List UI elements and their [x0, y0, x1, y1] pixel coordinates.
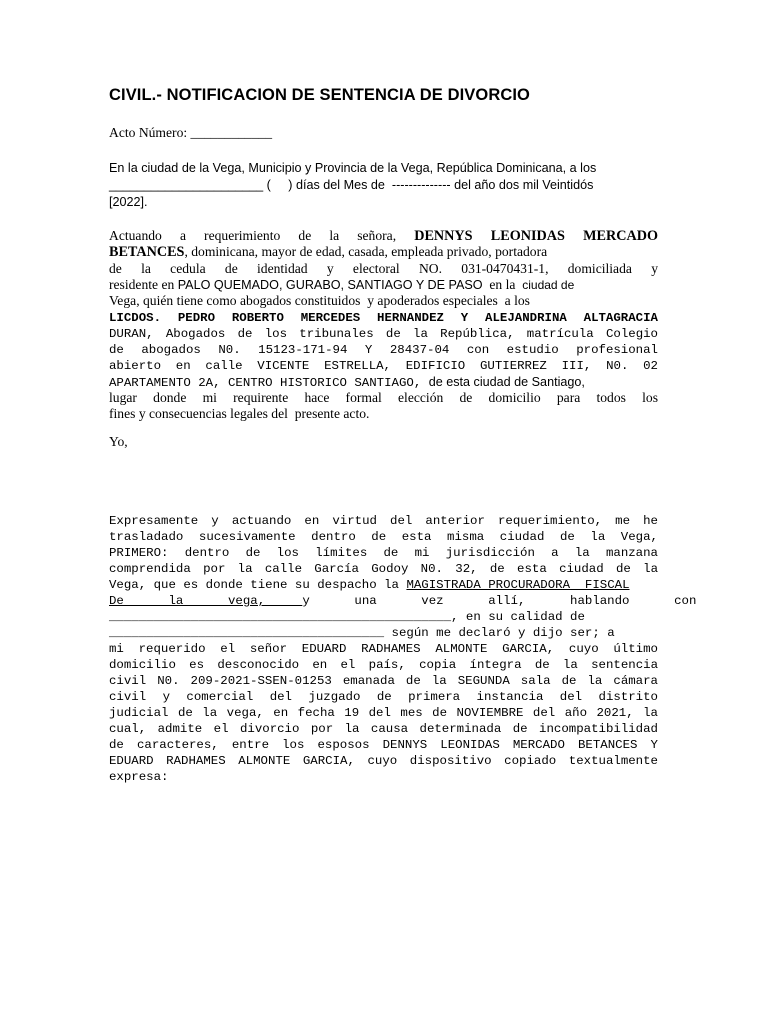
req-line-7	[109, 326, 658, 342]
tras-line-7	[109, 609, 585, 625]
req-line-2	[109, 244, 547, 260]
tras-line-10: domicilio es desconocido en el país, copia íntegra de la sentencia	[109, 658, 658, 672]
document-title: CIVIL.- NOTIFICACION DE SENTENCIA DE DIVORCIO	[109, 86, 530, 104]
tras-line-1: Expresamente y actuando en virtud del anterior requerimiento, me he	[109, 514, 658, 528]
tras-line-9: mi requerido el señor EDUARD RADHAMES ALMONTE GARCIA, cuyo último	[109, 642, 658, 656]
tras-line-6-b: y una vez allí, hablando con	[302, 594, 697, 608]
tras-line-14: cual, admite el divorcio por la causa determinada de incompatibilidad	[109, 722, 658, 736]
req-line-8: de abogados N0. 15123-171-94 Y 28437-04 con estudio profesional	[109, 343, 658, 357]
req-line-10-b: de esta ciudad de Santiago,	[428, 375, 585, 389]
acto-number-line: Acto Número: ____________	[109, 125, 273, 140]
yo-line: Yo,	[109, 434, 128, 449]
tras-line-11: civil N0. 209-2021-SSEN-01253 emanada de la SEGUNDA sala de la cámara	[109, 674, 658, 688]
tras-line-7-b: , en su calidad de	[451, 610, 585, 624]
tras-line-15: de caracteres, entre los esposos DENNYS LEONIDAS MERCADO BETANCES Y	[109, 738, 658, 752]
requirente-name: DENNYS LEONIDAS MERCADO	[414, 228, 658, 244]
req-address: PALO QUEMADO, GURABO, SANTIAGO Y DE PASO	[177, 278, 483, 292]
tras-line-13: judicial de la vega, en fecha 19 del mes de NOVIEMBRE del año 2021, la	[109, 706, 658, 720]
req-line-4-c: en la	[489, 277, 516, 292]
tras-line-2: trasladado sucesivamente dentro de esta misma ciudad de la Vega,	[109, 530, 658, 544]
intro-line-1: En la ciudad de la Vega, Municipio y Provincia de la Vega, República Dominicana, a los	[109, 161, 597, 175]
req-line-4	[109, 277, 574, 293]
tras-line-16: EDUARD RADHAMES ALMONTE GARCIA, cuyo dispositivo copiado textualmente	[109, 754, 658, 768]
req-line-10	[109, 374, 585, 391]
tras-line-5	[109, 577, 630, 593]
calidad-blank: _____________________________________	[109, 626, 385, 640]
req-line-2-b: , dominicana, mayor de edad, casada, empleada privado, portadora	[184, 244, 548, 259]
req-line-4-d: ciudad de	[522, 278, 575, 292]
tras-line-6-a: De la vega,	[109, 594, 303, 608]
tras-line-3: PRIMERO: dentro de los límites de mi jurisdicción a la manzana	[109, 546, 658, 560]
tras-line-12: civil y comercial del juzgado de primera instancia del distrito	[109, 690, 658, 704]
req-line-5-b: , quién tiene como abogados constituidos y apoderados especiales a los	[136, 293, 530, 308]
tras-line-17: expresa:	[109, 770, 169, 784]
magistrada-text: MAGISTRADA PROCURADORA FISCAL	[406, 578, 630, 592]
requirente-surname: BETANCES	[109, 244, 185, 260]
tras-line-6	[109, 593, 696, 609]
tras-line-4: comprendida por la calle García Godoy N0. 32, de esta ciudad de la	[109, 562, 658, 576]
intro-line-2: ______________________ ( ) días del Mes de -------------- del año dos mil Veintidós	[109, 178, 594, 192]
req-line-1	[109, 228, 658, 244]
req-line-12: fines y consecuencias legales del presente acto.	[109, 406, 370, 421]
req-line-9: abierto en calle VICENTE ESTRELLA, EDIFICIO GUTIERREZ III, N0. 02	[109, 359, 658, 373]
tras-line-8	[109, 625, 615, 641]
req-line-10-a: APARTAMENTO 2A, CENTRO HISTORICO SANTIAGO,	[109, 376, 422, 390]
req-line-11: lugar donde mi requirente hace formal elección de domicilio para todos los	[109, 390, 658, 405]
req-line-4-a: residente en	[109, 277, 175, 292]
tras-line-8-b: según me declaró y dijo ser; a	[384, 626, 615, 640]
tras-line-5-a: Vega, que es donde tiene su despacho la	[109, 578, 407, 592]
req-line-3: de la cedula de identidad y electoral NO. 031-0470431-1, domiciliada y	[109, 261, 658, 276]
req-line-6: LICDOS. PEDRO ROBERTO MERCEDES HERNANDEZ Y ALEJANDRINA ALTAGRACIA	[109, 311, 658, 325]
req-line-1-a: Actuando a requerimiento de la señora,	[109, 228, 397, 243]
req-line-7-text: DURAN, Abogados de los tribunales de la República, matrícula Colegio	[109, 327, 658, 341]
intro-line-3: [2022].	[109, 195, 148, 209]
hablando-con-blank: ______________________________________________	[109, 610, 452, 624]
req-line-5-a: Vega	[109, 293, 137, 308]
req-line-5	[109, 293, 530, 309]
